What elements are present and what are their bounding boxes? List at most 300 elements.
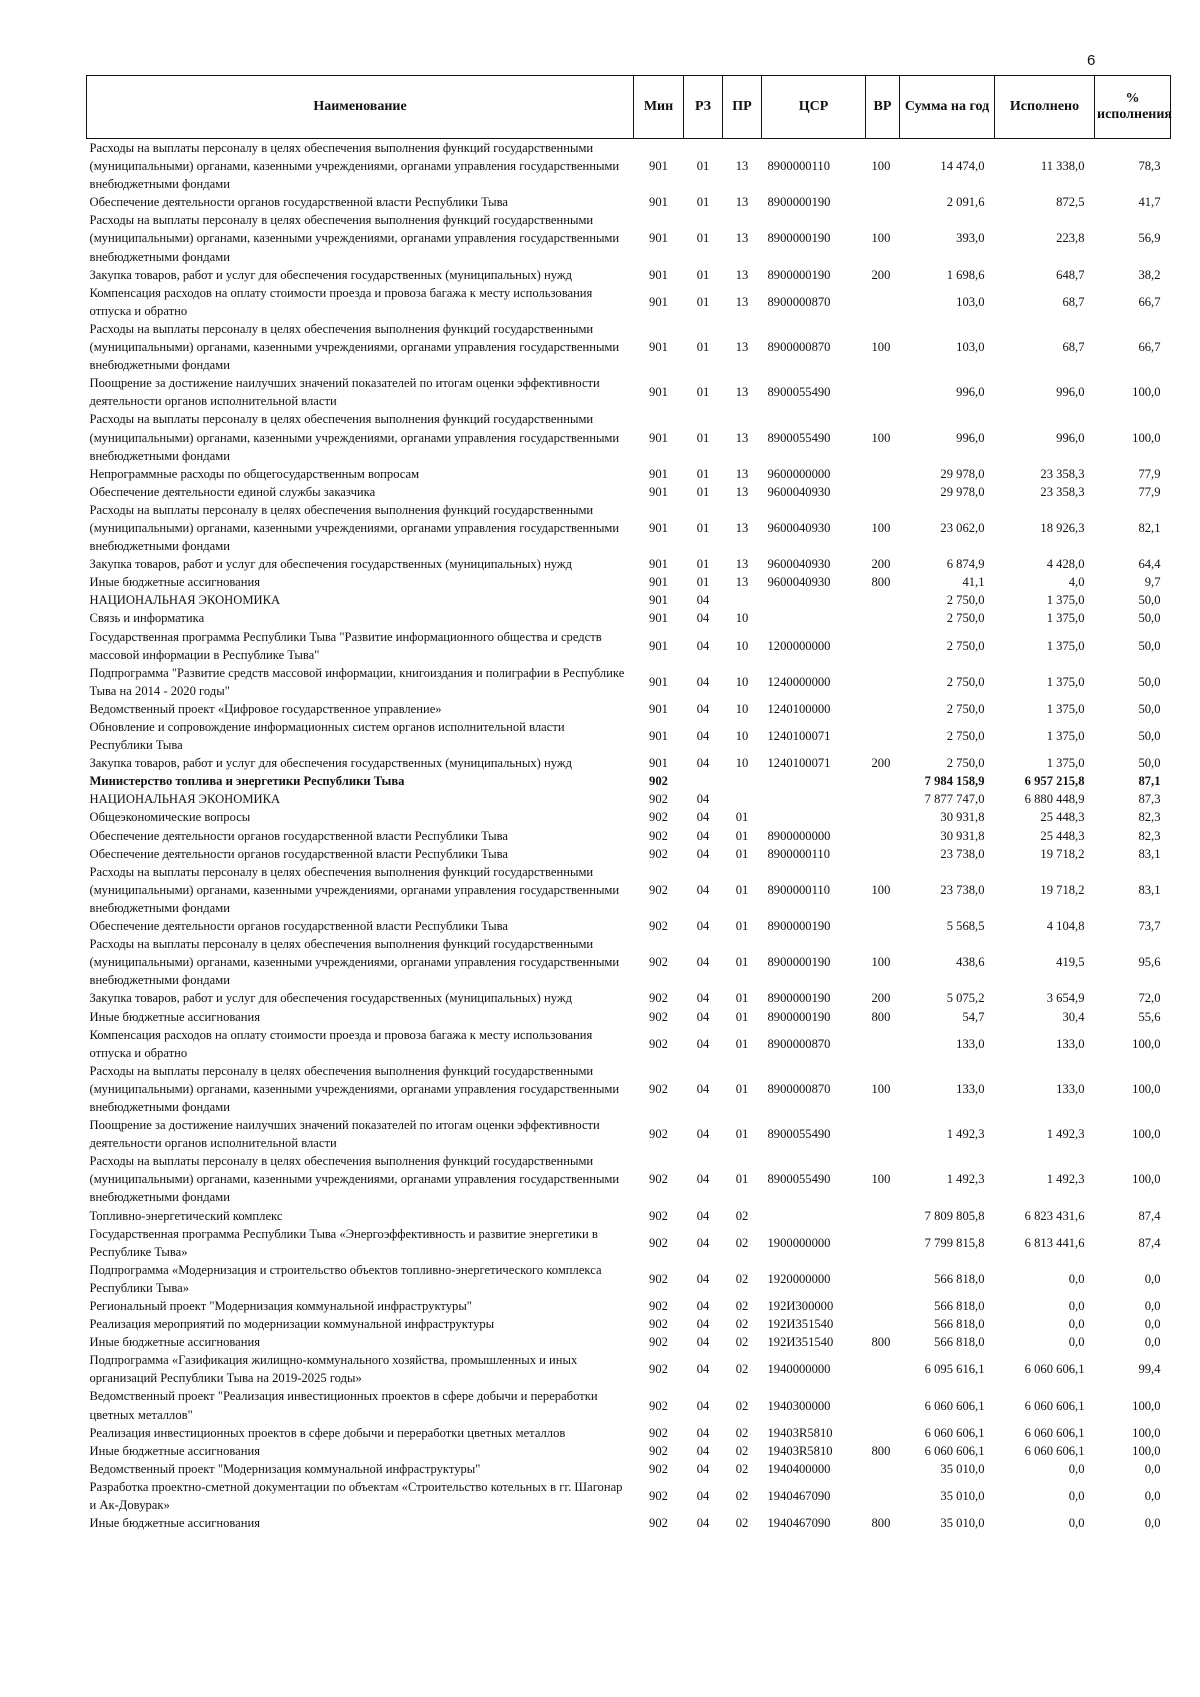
cell-done: 0,0 <box>1068 1516 1085 1531</box>
cell-vr: 800 <box>871 1335 891 1350</box>
cell-done: 25 448,3 <box>1040 810 1085 825</box>
cell-min: 902 <box>649 1081 668 1096</box>
cell-vr <box>866 827 900 845</box>
cell-pr: 02 <box>735 1362 749 1377</box>
col-header-name: Наименование <box>87 76 634 139</box>
cell-min: 901 <box>649 611 668 626</box>
cell-pct: 0,0 <box>1144 1271 1161 1286</box>
table-row <box>87 754 1171 772</box>
cell-pct: 100,0 <box>1132 1443 1161 1458</box>
cell-sum: 566 818,0 <box>934 1335 985 1350</box>
cell-csr: 1240000000 <box>767 674 831 689</box>
cell-pr: 02 <box>735 1317 749 1332</box>
cell-name: Расходы на выплаты персоналу в целях обеспечения выполнения функций государственными (муниципальными) органами, казенными учреждениями, органами управления государственными внебюджетными фондами <box>89 502 620 554</box>
cell-name: Ведомственный проект «Цифровое государственное управление» <box>89 701 442 716</box>
cell-done: 1 375,0 <box>1046 756 1085 771</box>
cell-done: 4 104,8 <box>1046 919 1085 934</box>
cell-pct: 78,3 <box>1138 159 1161 174</box>
cell-min: 901 <box>649 231 668 246</box>
cell-rz: 04 <box>696 1461 710 1476</box>
cell-pr: 01 <box>735 1172 749 1187</box>
cell-name: Закупка товаров, работ и услуг для обеспечения государственных (муниципальных) нужд <box>89 267 572 282</box>
table-row <box>87 628 1171 664</box>
cell-pr: 13 <box>735 484 749 499</box>
table-row <box>87 790 1171 808</box>
cell-rz <box>684 772 723 790</box>
cell-min: 902 <box>649 955 668 970</box>
cell-csr: 192И351540 <box>767 1317 834 1332</box>
cell-vr <box>866 917 900 935</box>
cell-pct: 73,7 <box>1138 919 1161 934</box>
cell-csr <box>762 790 866 808</box>
page-number: 6 <box>1087 52 1096 69</box>
cell-done: 419,5 <box>1056 955 1085 970</box>
cell-done: 1 375,0 <box>1046 701 1085 716</box>
cell-vr <box>866 591 900 609</box>
cell-pr: 13 <box>735 340 749 355</box>
cell-rz: 04 <box>696 701 710 716</box>
cell-name: Расходы на выплаты персоналу в целях обеспечения выполнения функций государственными (муниципальными) органами, казенными учреждениями, органами управления государственными внебюджетными фондами <box>89 141 620 192</box>
cell-min: 902 <box>649 1127 668 1142</box>
cell-sum: 2 750,0 <box>946 593 985 608</box>
table-row <box>87 1225 1171 1261</box>
cell-pr: 13 <box>735 231 749 246</box>
table-row <box>87 483 1171 501</box>
cell-rz: 04 <box>696 882 710 897</box>
cell-done: 223,8 <box>1056 231 1085 246</box>
cell-done: 19 718,2 <box>1040 846 1085 861</box>
cell-pr: 02 <box>735 1443 749 1458</box>
cell-sum: 1 698,6 <box>946 267 985 282</box>
cell-pr: 13 <box>735 575 749 590</box>
cell-vr <box>866 718 900 754</box>
cell-csr: 8900000110 <box>767 846 831 861</box>
cell-pr: 01 <box>735 828 749 843</box>
cell-rz: 04 <box>696 1317 710 1332</box>
cell-vr: 100 <box>871 520 891 535</box>
cell-done: 11 338,0 <box>1040 159 1085 174</box>
cell-sum: 7 799 815,8 <box>924 1235 985 1250</box>
cell-sum: 35 010,0 <box>940 1488 985 1503</box>
cell-done: 68,7 <box>1062 340 1085 355</box>
cell-sum: 2 750,0 <box>946 611 985 626</box>
cell-name: Расходы на выплаты персоналу в целях обеспечения выполнения функций государственными (муниципальными) органами, казенными учреждениями, органами управления государственными внебюджетными фондами <box>89 321 620 373</box>
cell-name: Обеспечение деятельности органов государственной власти Республики Тыва <box>89 828 508 843</box>
cell-sum: 566 818,0 <box>934 1271 985 1286</box>
cell-sum: 103,0 <box>956 340 985 355</box>
cell-min: 902 <box>649 1443 668 1458</box>
table-body <box>87 139 1171 1533</box>
cell-sum: 6 060 606,1 <box>924 1425 985 1440</box>
cell-done: 0,0 <box>1068 1461 1085 1476</box>
cell-pct: 72,0 <box>1138 991 1161 1006</box>
cell-vr <box>866 1261 900 1297</box>
cell-name: Непрограммные расходы по общегосударственным вопросам <box>89 466 420 481</box>
cell-done: 3 654,9 <box>1046 991 1085 1006</box>
cell-vr: 200 <box>871 991 891 1006</box>
cell-min: 902 <box>649 1009 668 1024</box>
cell-done: 0,0 <box>1068 1317 1085 1332</box>
cell-pct: 0,0 <box>1144 1488 1161 1503</box>
cell-rz: 04 <box>696 828 710 843</box>
cell-rz: 04 <box>696 1362 710 1377</box>
cell-csr: 9600040930 <box>767 484 831 499</box>
cell-pr: 02 <box>735 1271 749 1286</box>
cell-min: 902 <box>649 991 668 1006</box>
cell-vr: 200 <box>871 557 891 572</box>
table-row <box>87 193 1171 211</box>
cell-csr: 8900000870 <box>767 1036 831 1051</box>
cell-name: Расходы на выплаты персоналу в целях обеспечения выполнения функций государственными (муниципальными) органами, казенными учреждениями, органами управления государственными внебюджетными фондами <box>89 1154 620 1205</box>
cell-name: Обеспечение деятельности органов государственной власти Республики Тыва <box>89 919 508 934</box>
cell-csr: 8900000190 <box>767 1009 831 1024</box>
table-row <box>87 573 1171 591</box>
cell-pr: 02 <box>735 1335 749 1350</box>
cell-rz: 04 <box>696 1172 710 1187</box>
cell-csr: 8900055490 <box>767 385 831 400</box>
cell-rz: 04 <box>696 1425 710 1440</box>
cell-pct: 0,0 <box>1144 1335 1161 1350</box>
cell-name: Обновление и сопровождение информационных систем органов исполнительной власти Республики Тыва <box>89 720 565 753</box>
cell-name: Закупка товаров, работ и услуг для обеспечения государственных (муниципальных) нужд <box>89 756 572 771</box>
cell-pct: 83,1 <box>1138 882 1161 897</box>
table-row <box>87 1424 1171 1442</box>
cell-rz: 01 <box>696 294 710 309</box>
cell-vr <box>866 1315 900 1333</box>
cell-name: Иные бюджетные ассигнования <box>89 575 261 590</box>
cell-min: 902 <box>649 1317 668 1332</box>
cell-rz: 04 <box>696 756 710 771</box>
cell-min: 902 <box>649 919 668 934</box>
cell-vr <box>866 1387 900 1423</box>
cell-pct: 0,0 <box>1144 1461 1161 1476</box>
col-header-csr: ЦСР <box>762 76 866 139</box>
cell-csr <box>762 808 866 826</box>
table-row <box>87 1478 1171 1514</box>
cell-csr: 8900000110 <box>767 882 831 897</box>
cell-sum: 29 978,0 <box>940 484 985 499</box>
cell-pr: 13 <box>735 520 749 535</box>
cell-name: Общеэкономические вопросы <box>89 810 251 825</box>
cell-csr: 8900000870 <box>767 1081 831 1096</box>
cell-min: 901 <box>649 756 668 771</box>
cell-csr: 8900000190 <box>767 919 831 934</box>
table-row <box>87 591 1171 609</box>
table-row <box>87 266 1171 284</box>
cell-name: Расходы на выплаты персоналу в целях обеспечения выполнения функций государственными (муниципальными) органами, казенными учреждениями, органами управления государственными внебюджетными фондами <box>89 937 620 988</box>
cell-pct: 50,0 <box>1138 593 1161 608</box>
cell-rz: 04 <box>696 1488 710 1503</box>
cell-min: 901 <box>649 195 668 210</box>
cell-vr <box>866 284 900 320</box>
table-row <box>87 863 1171 917</box>
cell-csr: 9600040930 <box>767 575 831 590</box>
cell-vr <box>866 609 900 627</box>
cell-done: 0,0 <box>1068 1299 1085 1313</box>
cell-done: 6 813 441,6 <box>1024 1235 1085 1250</box>
cell-min: 901 <box>649 159 668 174</box>
cell-pct: 50,0 <box>1138 638 1161 653</box>
cell-vr <box>866 1478 900 1514</box>
cell-csr <box>762 609 866 627</box>
cell-min: 902 <box>649 1271 668 1286</box>
table-row <box>87 555 1171 573</box>
cell-csr: 1900000000 <box>767 1235 831 1250</box>
cell-sum: 2 750,0 <box>946 701 985 716</box>
cell-name: Обеспечение деятельности органов государственной власти Республики Тыва <box>89 195 508 210</box>
cell-rz: 01 <box>696 340 710 355</box>
cell-done: 1 375,0 <box>1046 729 1085 744</box>
cell-csr: 8900000190 <box>767 955 831 970</box>
cell-done: 872,5 <box>1056 195 1085 210</box>
cell-pct: 41,7 <box>1138 195 1161 210</box>
cell-name: Поощрение за достижение наилучших значений показателей по итогам оценки эффективности деятельности органов исполнительной власти <box>89 376 600 409</box>
cell-name: Обеспечение деятельности органов государственной власти Республики Тыва <box>89 846 508 861</box>
cell-min: 902 <box>649 1172 668 1187</box>
cell-rz: 01 <box>696 231 710 246</box>
cell-vr: 100 <box>871 159 891 174</box>
cell-pr: 02 <box>735 1299 749 1313</box>
cell-min: 902 <box>649 1362 668 1377</box>
cell-pct: 0,0 <box>1144 1516 1161 1531</box>
cell-done: 19 718,2 <box>1040 882 1085 897</box>
table-row <box>87 935 1171 989</box>
cell-min: 902 <box>649 792 668 807</box>
cell-done: 1 375,0 <box>1046 611 1085 626</box>
cell-sum: 1 492,3 <box>946 1172 985 1187</box>
cell-done: 0,0 <box>1068 1488 1085 1503</box>
cell-done: 996,0 <box>1056 385 1085 400</box>
cell-csr: 9600040930 <box>767 520 831 535</box>
cell-csr: 8900055490 <box>767 1172 831 1187</box>
cell-csr: 8900000870 <box>767 294 831 309</box>
cell-pct: 9,7 <box>1144 575 1161 590</box>
cell-name: Ведомственный проект "Реализация инвестиционных проектов в сфере добычи и переработки цветных металлов" <box>89 1389 598 1422</box>
cell-rz: 01 <box>696 195 710 210</box>
cell-rz: 04 <box>696 810 710 825</box>
cell-pr: 13 <box>735 466 749 481</box>
cell-vr <box>866 483 900 501</box>
cell-pct: 87,1 <box>1138 774 1161 789</box>
cell-done: 6 060 606,1 <box>1024 1398 1085 1413</box>
cell-csr: 1920000000 <box>767 1271 831 1286</box>
cell-sum: 23 738,0 <box>940 846 985 861</box>
cell-pct: 82,3 <box>1138 828 1161 843</box>
cell-rz: 04 <box>696 1036 710 1051</box>
cell-rz: 04 <box>696 1208 710 1223</box>
cell-min: 902 <box>649 1425 668 1440</box>
cell-done: 0,0 <box>1068 1335 1085 1350</box>
budget-table <box>86 75 1171 1532</box>
cell-sum: 41,1 <box>962 575 985 590</box>
cell-csr: 8900000190 <box>767 991 831 1006</box>
cell-csr: 8900000190 <box>767 231 831 246</box>
cell-pct: 38,2 <box>1138 267 1161 282</box>
col-header-pct: % исполнения <box>1095 76 1171 139</box>
cell-min: 901 <box>649 674 668 689</box>
cell-min: 902 <box>649 1488 668 1503</box>
cell-pct: 83,1 <box>1138 846 1161 861</box>
cell-sum: 6 095 616,1 <box>924 1362 985 1377</box>
cell-csr: 192И300000 <box>767 1299 834 1313</box>
cell-pct: 0,0 <box>1144 1299 1161 1313</box>
cell-done: 1 492,3 <box>1046 1172 1085 1187</box>
cell-min: 901 <box>649 430 668 445</box>
cell-vr: 100 <box>871 231 891 246</box>
cell-name: Реализация инвестиционных проектов в сфере добычи и переработки цветных металлов <box>89 1425 566 1440</box>
cell-pct: 77,9 <box>1138 484 1161 499</box>
cell-csr: 1240100071 <box>767 729 831 744</box>
cell-pct: 100,0 <box>1132 1398 1161 1413</box>
cell-vr: 100 <box>871 955 891 970</box>
cell-min: 902 <box>649 846 668 861</box>
cell-pr <box>723 591 762 609</box>
cell-sum: 14 474,0 <box>940 159 985 174</box>
cell-sum: 438,6 <box>956 955 985 970</box>
cell-vr <box>866 700 900 718</box>
cell-pr: 01 <box>735 846 749 861</box>
cell-vr <box>866 1424 900 1442</box>
cell-rz: 04 <box>696 638 710 653</box>
table-row <box>87 664 1171 700</box>
cell-pct: 50,0 <box>1138 756 1161 771</box>
cell-vr <box>866 628 900 664</box>
cell-csr: 8900000110 <box>767 159 831 174</box>
cell-vr <box>866 1026 900 1062</box>
table-row <box>87 1026 1171 1062</box>
cell-name: Иные бюджетные ассигнования <box>89 1335 261 1350</box>
table-row <box>87 1152 1171 1206</box>
cell-name: Закупка товаров, работ и услуг для обеспечения государственных (муниципальных) нужд <box>89 557 572 572</box>
table-row <box>87 1387 1171 1423</box>
cell-pr: 02 <box>735 1398 749 1413</box>
cell-sum: 133,0 <box>956 1081 985 1096</box>
cell-vr: 200 <box>871 267 891 282</box>
cell-min: 901 <box>649 340 668 355</box>
cell-pct: 100,0 <box>1132 1172 1161 1187</box>
cell-pr: 02 <box>735 1461 749 1476</box>
cell-done: 0,0 <box>1068 1271 1085 1286</box>
cell-vr: 100 <box>871 1172 891 1187</box>
cell-vr <box>866 1460 900 1478</box>
cell-pct: 66,7 <box>1138 294 1161 309</box>
cell-name: НАЦИОНАЛЬНАЯ ЭКОНОМИКА <box>89 792 281 807</box>
cell-sum: 393,0 <box>956 231 985 246</box>
cell-rz: 04 <box>696 919 710 934</box>
cell-rz: 04 <box>696 1443 710 1458</box>
cell-sum: 29 978,0 <box>940 466 985 481</box>
cell-done: 1 375,0 <box>1046 638 1085 653</box>
cell-min: 902 <box>649 774 668 789</box>
cell-rz: 04 <box>696 792 710 807</box>
table-row <box>87 320 1171 374</box>
cell-csr: 19403R5810 <box>767 1443 833 1458</box>
cell-done: 648,7 <box>1056 267 1085 282</box>
cell-pr: 10 <box>735 701 749 716</box>
cell-vr: 200 <box>871 756 891 771</box>
col-header-done: Исполнено <box>995 76 1095 139</box>
table-row <box>87 1207 1171 1225</box>
table-row <box>87 1460 1171 1478</box>
cell-csr: 1240100071 <box>767 756 831 771</box>
cell-name: Подпрограмма «Модернизация и строительство объектов топливно-энергетического комплекса Республики Тыва» <box>89 1262 602 1295</box>
cell-sum: 30 931,8 <box>940 828 985 843</box>
cell-pct: 66,7 <box>1138 340 1161 355</box>
cell-csr: 1940467090 <box>767 1488 831 1503</box>
cell-done: 18 926,3 <box>1040 520 1085 535</box>
cell-rz: 04 <box>696 991 710 1006</box>
cell-pr: 10 <box>735 729 749 744</box>
cell-name: Связь и информатика <box>89 611 205 626</box>
cell-pct: 87,4 <box>1138 1235 1161 1250</box>
cell-vr: 100 <box>871 882 891 897</box>
cell-pct: 50,0 <box>1138 674 1161 689</box>
cell-done: 25 448,3 <box>1040 828 1085 843</box>
cell-sum: 35 010,0 <box>940 1516 985 1531</box>
cell-pr: 01 <box>735 991 749 1006</box>
table-row <box>87 1062 1171 1116</box>
table-row <box>87 718 1171 754</box>
cell-sum: 566 818,0 <box>934 1317 985 1332</box>
table-row <box>87 374 1171 410</box>
cell-rz: 04 <box>696 611 710 626</box>
cell-rz: 04 <box>696 593 710 608</box>
table-row <box>87 139 1171 194</box>
cell-vr <box>866 845 900 863</box>
cell-min: 901 <box>649 557 668 572</box>
table-row <box>87 917 1171 935</box>
cell-sum: 7 877 747,0 <box>924 792 985 807</box>
cell-name: Государственная программа Республики Тыва "Развитие информационного общества и средств массовой информации в Республике Тыва" <box>89 629 602 662</box>
cell-vr <box>866 1297 900 1315</box>
cell-rz: 04 <box>696 1516 710 1531</box>
cell-done: 23 358,3 <box>1040 484 1085 499</box>
cell-vr <box>866 1225 900 1261</box>
cell-pct: 50,0 <box>1138 611 1161 626</box>
table-row <box>87 211 1171 265</box>
cell-pr: 01 <box>735 1127 749 1142</box>
cell-done: 1 375,0 <box>1046 674 1085 689</box>
cell-pct: 82,3 <box>1138 810 1161 825</box>
cell-min: 902 <box>649 1461 668 1476</box>
cell-csr <box>762 772 866 790</box>
cell-rz: 04 <box>696 1235 710 1250</box>
cell-pr: 01 <box>735 1009 749 1024</box>
cell-sum: 996,0 <box>956 385 985 400</box>
table-row <box>87 1514 1171 1532</box>
cell-pct: 100,0 <box>1132 1127 1161 1142</box>
cell-pct: 95,6 <box>1138 955 1161 970</box>
cell-name: Расходы на выплаты персоналу в целях обеспечения выполнения функций государственными (муниципальными) органами, казенными учреждениями, органами управления государственными внебюджетными фондами <box>89 412 620 463</box>
cell-csr <box>762 1207 866 1225</box>
cell-pr: 13 <box>735 430 749 445</box>
cell-sum: 6 060 606,1 <box>924 1443 985 1458</box>
cell-name: НАЦИОНАЛЬНАЯ ЭКОНОМИКА <box>89 593 281 608</box>
cell-sum: 6 060 606,1 <box>924 1398 985 1413</box>
cell-rz: 01 <box>696 159 710 174</box>
cell-vr <box>866 664 900 700</box>
cell-rz: 04 <box>696 1081 710 1096</box>
col-header-pr: ПР <box>723 76 762 139</box>
cell-done: 6 060 606,1 <box>1024 1362 1085 1377</box>
cell-pr: 01 <box>735 810 749 825</box>
cell-sum: 1 492,3 <box>946 1127 985 1142</box>
cell-rz: 04 <box>696 1335 710 1350</box>
table-row <box>87 1315 1171 1333</box>
table-row <box>87 501 1171 555</box>
cell-name: Расходы на выплаты персоналу в целях обеспечения выполнения функций государственными (муниципальными) органами, казенными учреждениями, органами управления государственными внебюджетными фондами <box>89 1063 620 1114</box>
cell-pr: 01 <box>735 1036 749 1051</box>
